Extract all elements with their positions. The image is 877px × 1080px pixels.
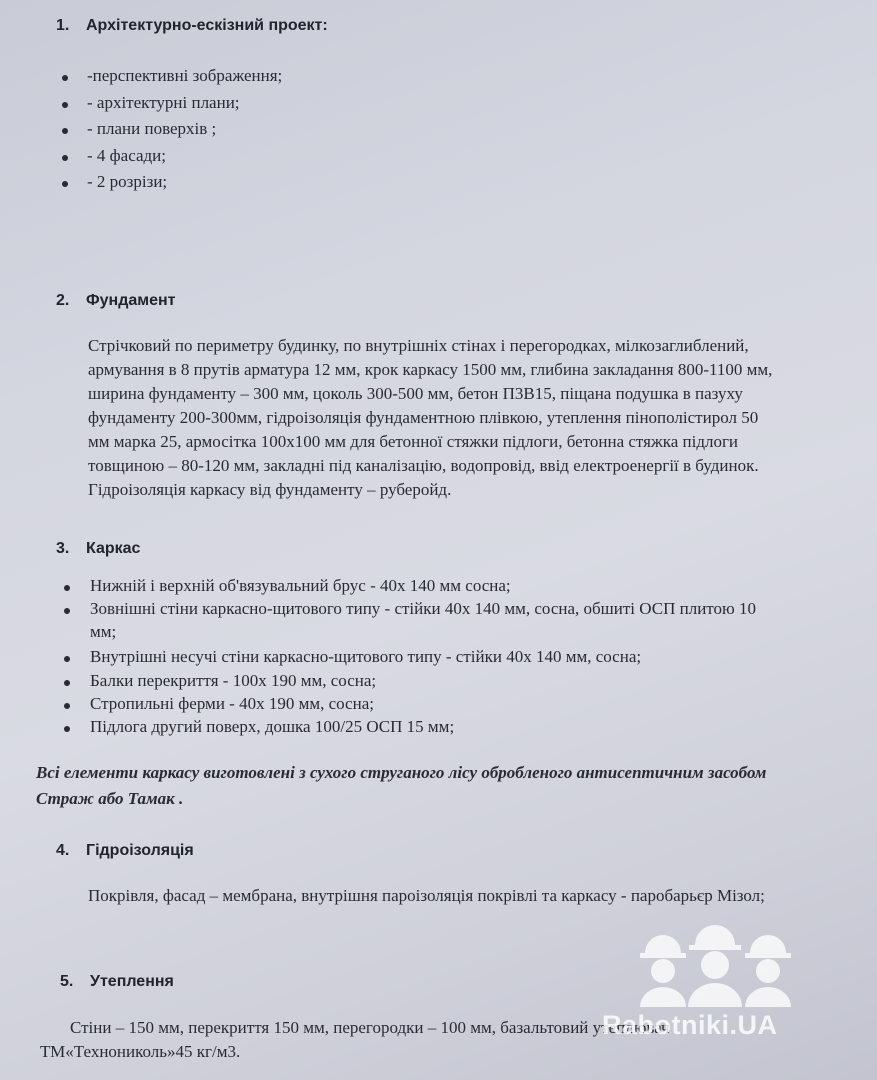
list-item: -перспективні зображення; [87, 66, 282, 86]
list-item: Стропильні ферми - 40х 190 мм, сосна; [90, 694, 374, 714]
section-title: Утеплення [90, 973, 174, 990]
paragraph-line: мм марка 25, армосітка 100х100 мм для бетонної стяжки підлоги, бетонна стяжка підлоги [88, 432, 739, 451]
list-item: - плани поверхів ; [87, 119, 216, 139]
section-5-heading [60, 973, 174, 991]
list-item-continuation: мм; [90, 622, 117, 641]
insulation-paragraph [40, 1016, 670, 1064]
section-title: Архітектурно-ескізний проект: [86, 17, 328, 34]
paragraph-line: Гідроізоляція каркасу від фундаменту – руберойд. [88, 480, 452, 499]
list-item: - архітектурні плани; [87, 93, 240, 113]
section-number: 1. [56, 17, 70, 34]
paragraph-line: Стрічковий по периметру будинку, по внутрішніх стінах і перегородках, мілкозаглиблений, [88, 336, 749, 355]
list-item: Внутрішні несучі стіни каркасно-щитового типу - стійки 40х 140 мм, сосна; [90, 647, 641, 667]
paragraph-line: ширина фундаменту – 300 мм, цоколь 300-500 мм, бетон П3В15, піщана подушка в пазуху [88, 384, 743, 403]
waterproofing-text: Покрівля, фасад – мембрана, внутрішня пароізоляція покрівлі та каркасу - паробарьєр Мізол; [88, 886, 765, 905]
section-number: 5. [60, 973, 74, 990]
list-item: Нижній і верхній об'вязувальний брус - 40х 140 мм сосна; [90, 576, 511, 596]
section-4-heading [56, 842, 194, 860]
section-3-heading [56, 540, 140, 558]
paragraph-line: армування в 8 прутів арматура 12 мм, крок каркасу 1500 мм, глибина закладання 800-1100 мм, [88, 360, 773, 379]
list-item: Підлога другий поверх, дошка 100/25 ОСП 15 мм; [90, 717, 454, 737]
paragraph-line: товщиною – 80-120 мм, закладні під каналізацію, водопровід, ввід електроенергії в будинок. [88, 456, 759, 475]
section-number: 4. [56, 842, 70, 859]
section-1-heading [56, 17, 328, 35]
section-number: 2. [56, 292, 70, 309]
note-line: Всі елементи каркасу виготовлені з сухого струганого лісу обробленого антисептичним засобом [36, 763, 767, 782]
section-2-heading [56, 292, 176, 310]
paragraph-line: Стіни – 150 мм, перекриття 150 мм, перегородки – 100 мм, базальтовий утеплювач [70, 1018, 670, 1037]
list-item: Зовнішні стіни каркасно-щитового типу - стійки 40х 140 мм, сосна, обшиті ОСП плитою 10 [90, 599, 756, 619]
frame-note [36, 760, 766, 812]
paragraph-line: ТМ«Технониколь»45 кг/м3. [40, 1042, 241, 1061]
paragraph-line: фундаменту 200-300мм, гідроізоляція фундаментною плівкою, утеплення пінополістирол 50 [88, 408, 759, 427]
section-number: 3. [56, 540, 70, 557]
list-item: - 4 фасади; [87, 146, 166, 166]
note-line: Страж або Тамак . [36, 789, 184, 808]
list-item: Балки перекриття - 100х 190 мм, сосна; [90, 671, 376, 691]
list-item: - 2 розрізи; [87, 172, 167, 192]
watermark-text: Rabotniki.UA [602, 1010, 778, 1040]
section-title: Каркас [86, 540, 141, 557]
section-title: Фундамент [86, 292, 176, 309]
section-title: Гідроізоляція [86, 842, 194, 859]
foundation-paragraph [88, 334, 772, 502]
